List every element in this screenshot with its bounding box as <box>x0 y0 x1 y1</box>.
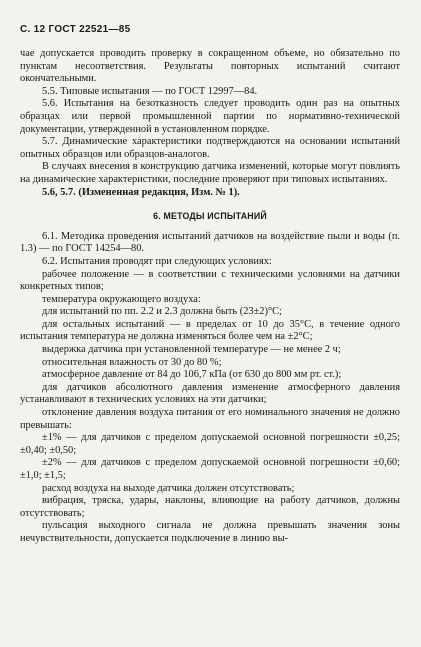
paragraph-p-56: 5.6. Испытания на безотказность следует проводить один раз на опытных образцах или первой промышленной партии по нормативно-технической документации, утвержденной в установленном порядке. <box>20 98 400 135</box>
paragraph-s-61: 6.1. Методика проведения испытаний датчиков на воздействие пыли и воды (п. 1.3) — по ГОСТ 14254—80. <box>20 230 400 255</box>
paragraph-s-dev1: ±1% — для датчиков с пределом допускаемой основной погрешности ±0,25; ±0,40; ±0,50; <box>20 432 400 456</box>
paragraph-s-dev2: ±2% — для датчиков с пределом допускаемой основной погрешности ±0,60; ±1,0; ±1,5; <box>20 457 400 481</box>
paragraph-s-work: рабочее положение — в соответствии с техническими условиями на датчики конкретных типов; <box>20 268 400 293</box>
paragraph-s-dev: отклонение давления воздуха питания от его номинального значения не должно превышать: <box>20 407 400 431</box>
paragraph-p-55: 5.5. Типовые испытания — по ГОСТ 12997—84. <box>42 85 258 97</box>
paragraph-s-flow: расход воздуха на выходе датчика должен отсутствовать; <box>42 482 295 494</box>
document-body <box>20 48 400 546</box>
paragraph-s-hum: относительная влажность от 30 до 80 %; <box>42 356 222 368</box>
section-6-body <box>20 231 400 546</box>
paragraph-p-57: 5.7. Динамические характеристики подтверждаются на основании испытаний опытных образцов или образцов-аналогов. <box>20 136 400 160</box>
paragraph-s-temp: температура окружающего воздуха: <box>42 293 201 305</box>
paragraph-s-puls: пульсация выходного сигнала не должна превышать значения зоны нечувствительности, допускается подключение в линию вы- <box>20 520 400 544</box>
page-header: С. 12 ГОСТ 22521—85 <box>20 24 131 35</box>
section-5-continuation <box>20 48 400 199</box>
paragraph-s-temp2: для остальных испытаний — в пределах от 10 до 35°С, в течение одного испытания температура не должна изменяться более чем на ±2°С; <box>20 318 400 343</box>
paragraph-p-amend: 5.6, 5.7. (Измененная редакция, Изм. № 1). <box>42 186 240 198</box>
paragraph-s-62: 6.2. Испытания проводят при следующих условиях: <box>42 255 272 267</box>
paragraph-s-hold: выдержка датчика при установленной температуре — не менее 2 ч; <box>42 344 341 356</box>
paragraph-p-cases: В случаях внесения в конструкцию датчика изменений, которые могут повлиять на динамические характеристики, последние проверяют при типовых испытаниях. <box>20 161 400 185</box>
paragraph-p-cont: чае допускается проводить проверку в сокращенном объеме, но обязательно по пунктам несоответствия. Результаты повторных испытаний считают окончательными. <box>20 48 400 85</box>
section-title: 6. МЕТОДЫ ИСПЫТАНИЙ <box>153 211 267 222</box>
paragraph-s-vib: вибрация, тряска, удары, наклоны, влияющие на работу датчиков, должны отсутствовать; <box>20 495 400 519</box>
paragraph-s-temp1: для испытаний по пп. 2.2 и 2.3 должна быть (23±2)°С; <box>42 306 282 318</box>
paragraph-s-atm: атмосферное давление от 84 до 106,7 кПа (от 630 до 800 мм рт. ст.); <box>42 369 342 381</box>
paragraph-s-abs: для датчиков абсолютного давления изменение атмосферного давления устанавливают в технических условиях на эти датчики; <box>20 381 400 406</box>
